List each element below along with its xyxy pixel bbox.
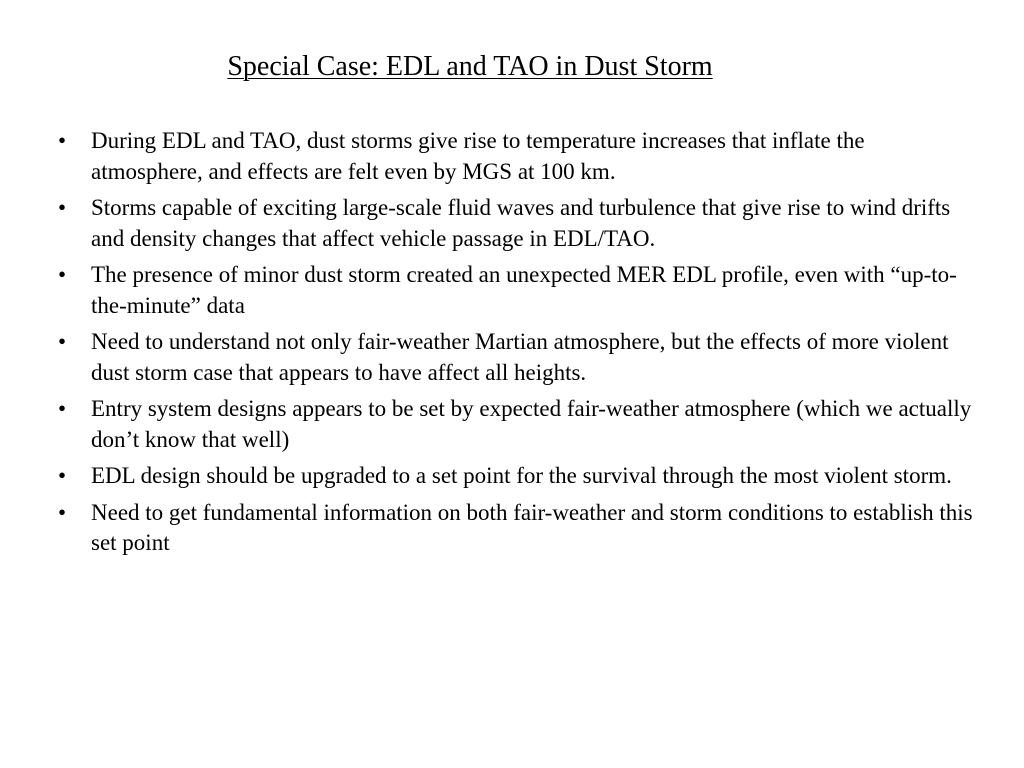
bullet-text: Entry system designs appears to be set by expected fair-weather atmosphere (which we actually don’t know that well) [91, 396, 972, 452]
bullet-text: The presence of minor dust storm created an unexpected MER EDL profile, even with “up-to-the-minute” data [91, 262, 957, 318]
bullet-marker: • [58, 463, 67, 488]
bullet-text: Storms capable of exciting large-scale fluid waves and turbulence that give rise to wind drifts and density changes that affect vehicle passage in EDL/TAO. [91, 195, 951, 251]
bullet-item [58, 394, 978, 455]
bullet-item [58, 260, 978, 321]
bullet-item [58, 193, 978, 254]
bullet-text: EDL design should be upgraded to a set point for the survival through the most violent storm. [91, 463, 952, 488]
bullet-marker: • [58, 262, 67, 287]
bullet-list [58, 126, 978, 565]
bullet-item [58, 461, 978, 492]
bullet-marker: • [58, 396, 67, 421]
slide-title: Special Case: EDL and TAO in Dust Storm [227, 51, 713, 82]
bullet-text: During EDL and TAO, dust storms give rise to temperature increases that inflate the atmosphere, and effects are felt even by MGS at 100 km. [91, 128, 865, 184]
bullet-marker: • [58, 329, 67, 354]
bullet-marker: • [58, 195, 67, 220]
bullet-text: Need to understand not only fair-weather Martian atmosphere, but the effects of more violent dust storm case that appears to have affect all heights. [91, 329, 949, 385]
bullet-item [58, 126, 978, 187]
bullet-marker: • [58, 128, 67, 153]
bullet-item [58, 327, 978, 388]
bullet-item [58, 498, 978, 559]
bullet-text: Need to get fundamental information on both fair-weather and storm conditions to establish this set point [91, 499, 973, 555]
bullet-marker: • [58, 499, 67, 525]
